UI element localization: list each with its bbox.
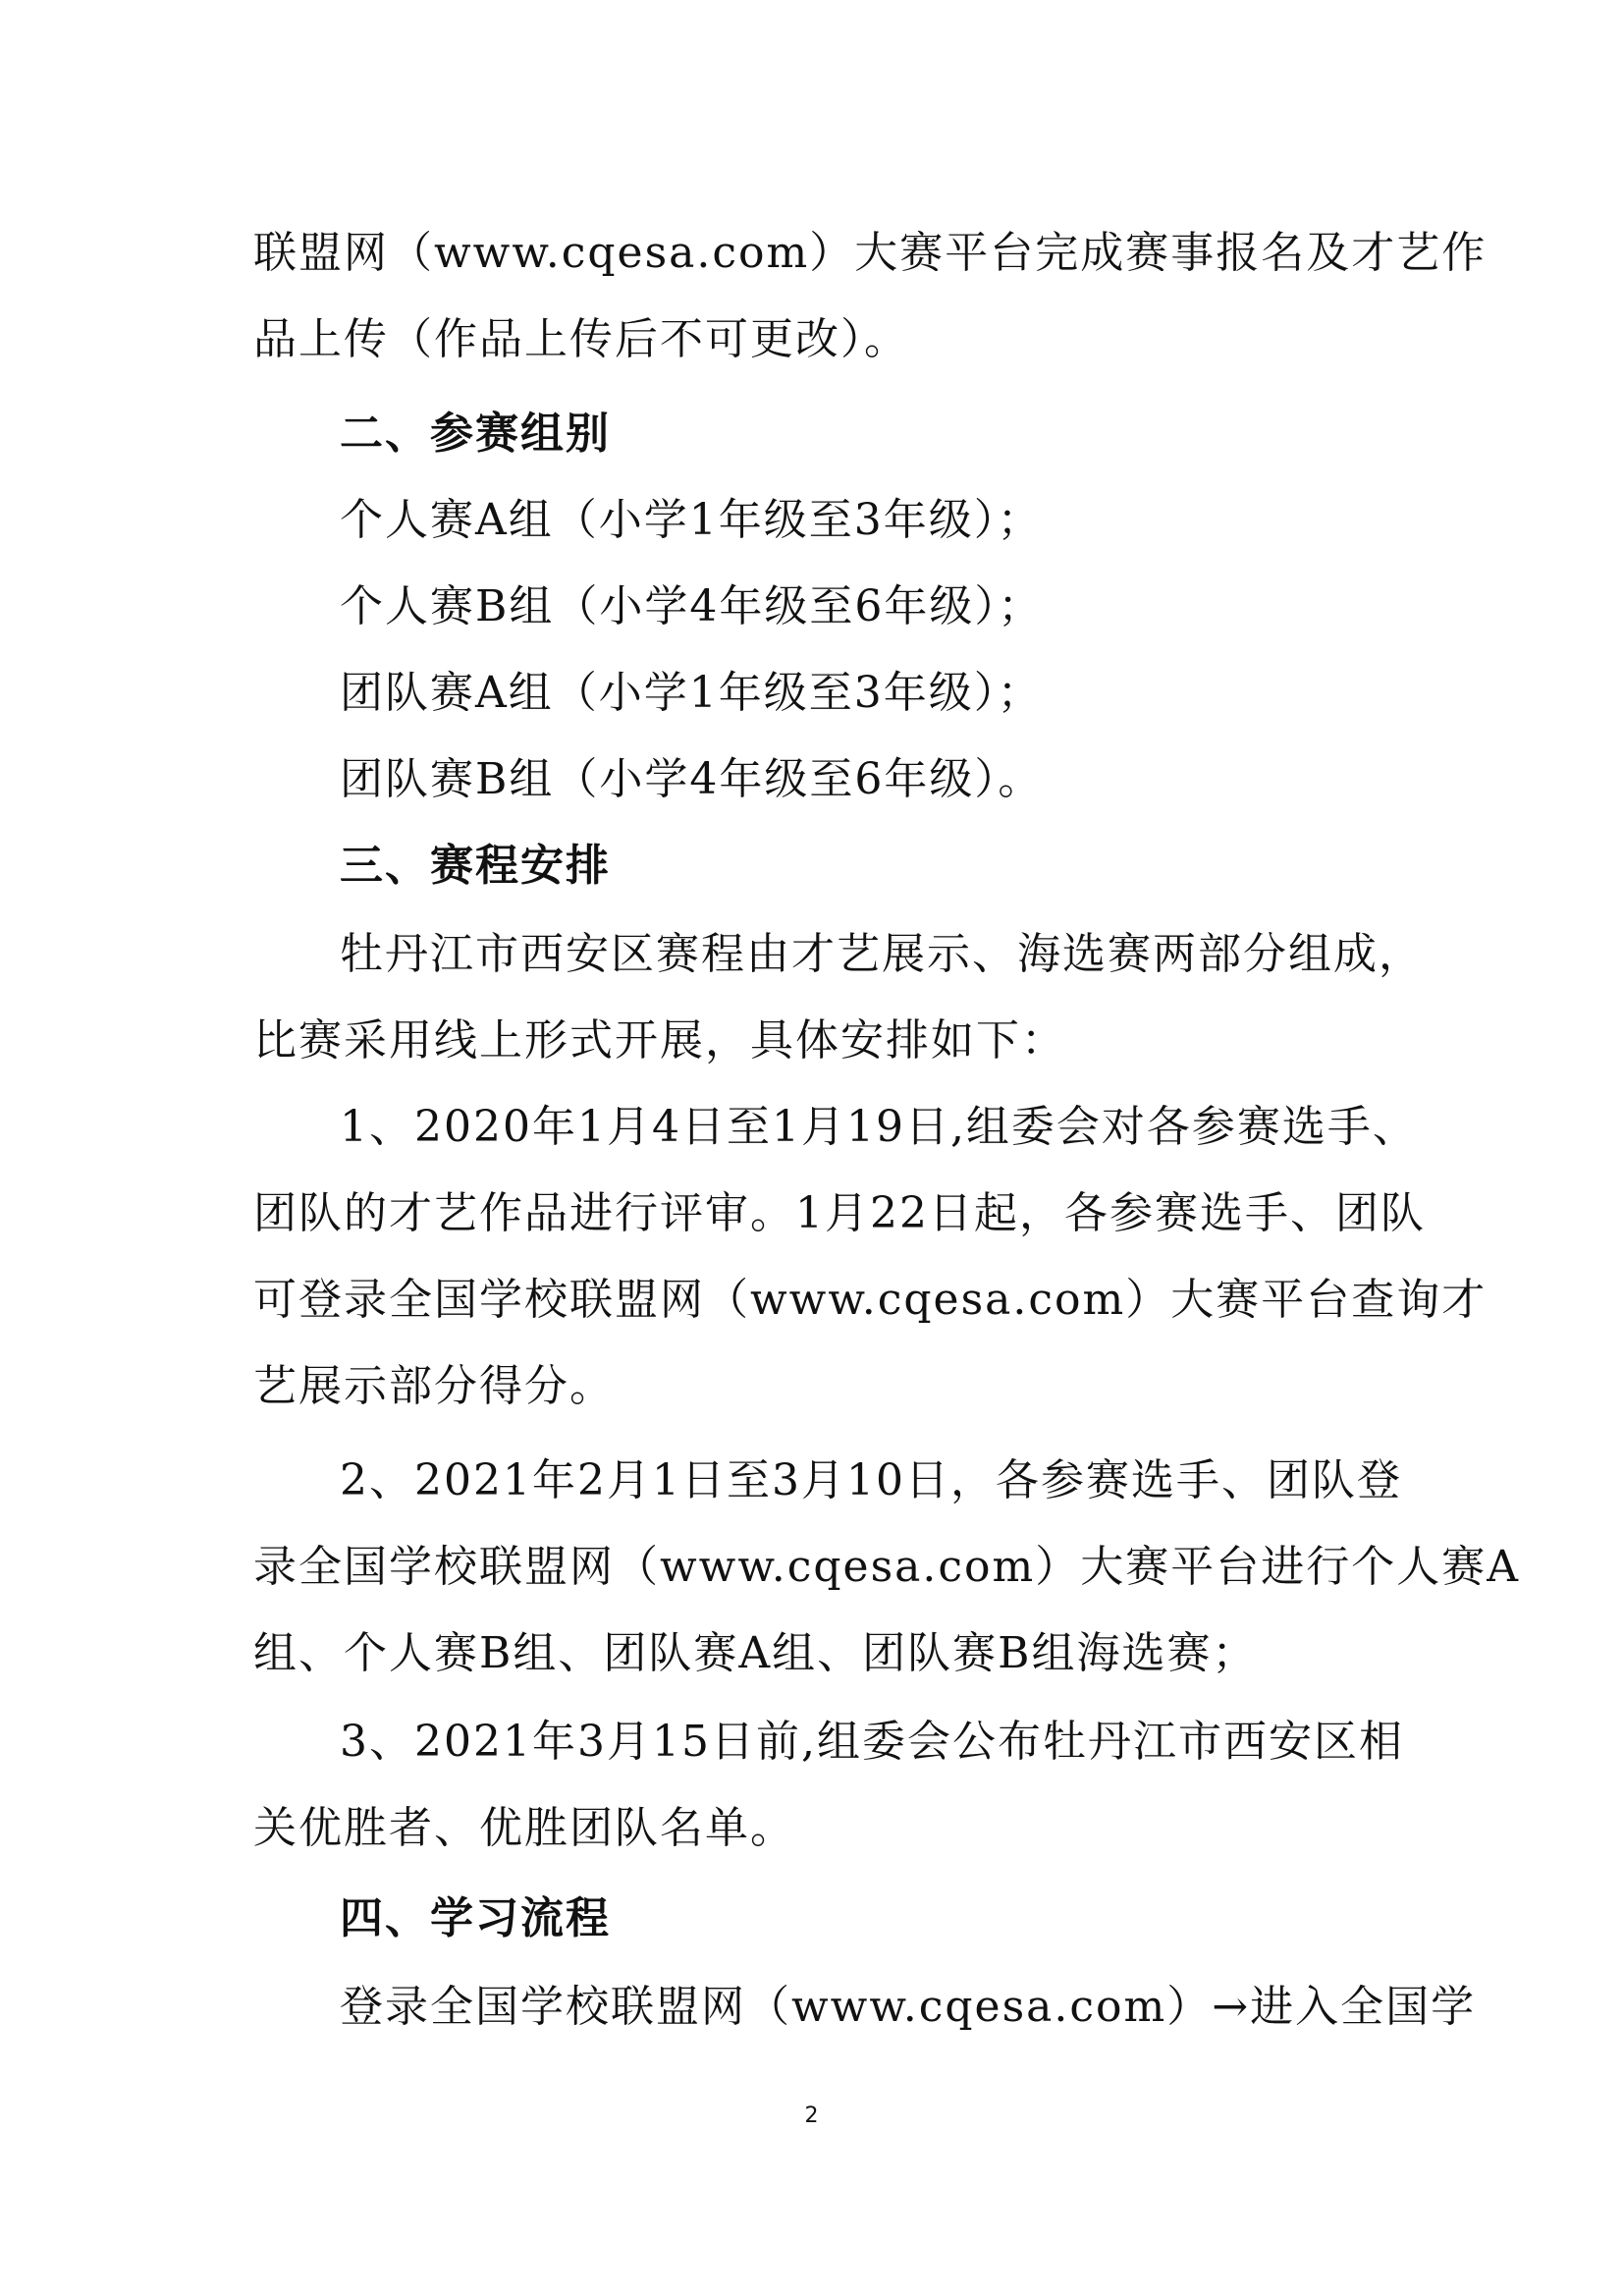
- section-heading-schedule: 三、赛程安排: [340, 841, 611, 891]
- page-number: 2: [804, 2104, 819, 2128]
- group-item: 团队赛A组（小学1年级至3年级）；: [340, 668, 1043, 718]
- schedule-item-1: 1、2020年1月4日至1月19日,组委会对各参赛选手、: [340, 1102, 1418, 1152]
- paragraph-line: 关优胜者、优胜团队名单。: [253, 1803, 795, 1853]
- section-heading-process: 四、学习流程: [340, 1893, 611, 1943]
- section-heading-groups: 二、参赛组别: [340, 409, 611, 459]
- paragraph-line: 艺展示部分得分。: [253, 1361, 615, 1411]
- paragraph-line: 团队的才艺作品进行评审。1月22日起，各参赛选手、团队: [253, 1188, 1426, 1238]
- paragraph-line: 联盟网（www.cqesa.com）大赛平台完成赛事报名及才艺作: [253, 228, 1488, 278]
- schedule-item-3: 3、2021年3月15日前,组委会公布牡丹江市西安区相: [340, 1717, 1404, 1767]
- paragraph-line: 品上传（作品上传后不可更改）。: [253, 314, 909, 364]
- paragraph-line: 可登录全国学校联盟网（www.cqesa.com）大赛平台查询才: [253, 1275, 1488, 1325]
- group-item: 个人赛A组（小学1年级至3年级）；: [340, 495, 1043, 545]
- paragraph-line: 组、个人赛B组、团队赛A组、团队赛B组海选赛；: [253, 1628, 1258, 1678]
- paragraph-line: 录全国学校联盟网（www.cqesa.com）大赛平台进行个人赛A: [253, 1542, 1521, 1592]
- paragraph-line: 牡丹江市西安区赛程由才艺展示、海选赛两部分组成，: [340, 929, 1424, 979]
- paragraph-line: 登录全国学校联盟网（www.cqesa.com）→进入全国学: [340, 1982, 1477, 2032]
- group-item: 个人赛B组（小学4年级至6年级）；: [340, 581, 1044, 631]
- paragraph-line: 比赛采用线上形式开展，具体安排如下：: [253, 1015, 1066, 1066]
- schedule-item-2: 2、2021年2月1日至3月10日，各参赛选手、团队登: [340, 1455, 1402, 1505]
- group-item: 团队赛B组（小学4年级至6年级）。: [340, 754, 1044, 804]
